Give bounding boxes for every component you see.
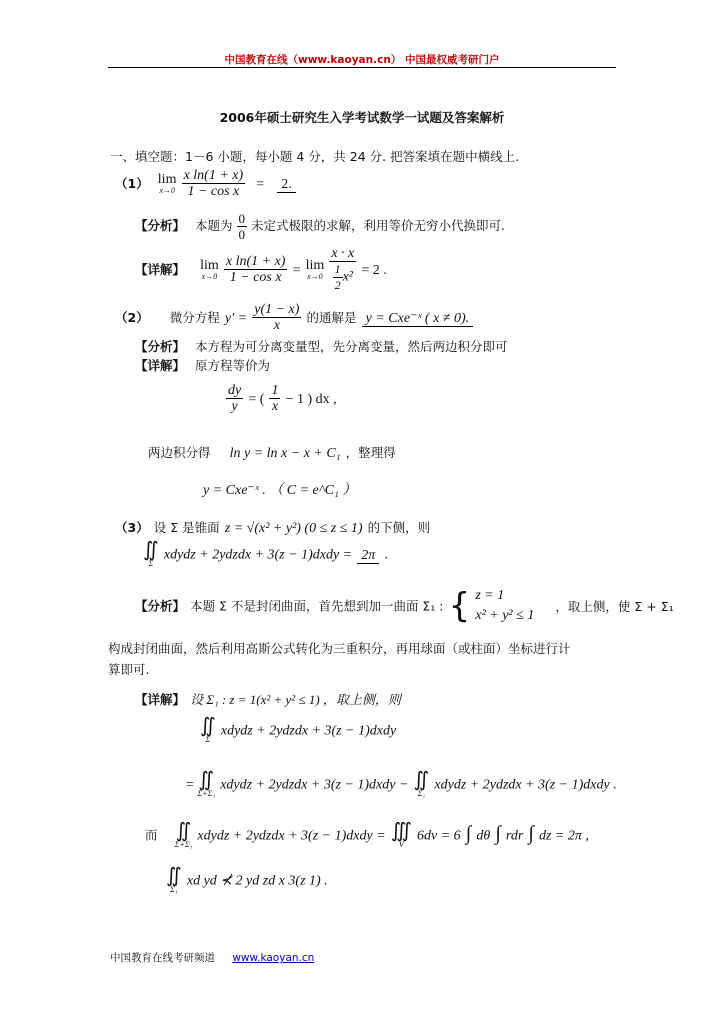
q3-sys-1: z = 1 <box>475 588 505 603</box>
q3-line2 <box>186 770 617 798</box>
q1-detail-half-num: 1 <box>334 262 341 276</box>
page-footer <box>110 950 314 965</box>
header-divider <box>108 67 616 68</box>
q1-equals: = <box>256 177 265 192</box>
q3-post: 的下侧，则 <box>367 520 431 535</box>
q1-detail-lim2-sub: x→0 <box>307 271 323 281</box>
q2-eq-tail: − 1 ) dx , <box>285 392 337 407</box>
q3-line4-expr: xd yd ⊀ 2 yd zd x 3(z 1) . <box>186 873 328 889</box>
q1-detail-result: = 2 . <box>361 263 387 278</box>
q2-denominator: x <box>273 318 280 333</box>
q3-cone: z = √(x² + y²) (0 ≤ z ≤ 1) <box>224 521 363 536</box>
q1-analysis <box>135 211 505 242</box>
double-integral-icon: ∬ <box>413 769 430 791</box>
q1-denominator: 1 − cos x <box>187 184 240 199</box>
q1-detail-half-den: 2 <box>334 278 341 292</box>
q3-detail-tag: 【详解】 <box>135 692 186 707</box>
q3-integral <box>143 540 388 568</box>
q2-detail-text: 原方程等价为 <box>195 358 271 373</box>
q1-analysis-tag: 【分析】 <box>135 218 186 233</box>
q2-result: y = Cxe⁻ˣ . （ C = e^C₁ ） <box>203 483 357 498</box>
left-brace-icon: { <box>448 586 471 626</box>
q3-line3 <box>145 821 589 849</box>
q3-line3-expr: xdydz + 2ydzdx + 3(z − 1)dxdy = <box>197 828 386 844</box>
q3-pre: 设 Σ 是锥面 <box>153 520 220 535</box>
q3-line2-sub2: Σ₁ <box>417 789 426 798</box>
q3-line1 <box>200 716 396 744</box>
q2-eq-in-den: x <box>271 399 279 414</box>
q2-integ-post: ，整理得 <box>345 445 396 460</box>
q2-numerator: y(1 − x) <box>254 302 300 317</box>
q3-line3-er: 而 <box>145 827 158 843</box>
q3-number: （3） <box>115 520 149 535</box>
q3-line1-sub: Σ <box>205 735 211 744</box>
q1-lim-sub: x→0 <box>159 185 175 195</box>
q3-analysis-4: 算即可. <box>108 662 150 677</box>
q2-answer: y = Cxe⁻ˣ ( x ≠ 0). <box>362 311 474 327</box>
q3-line4-sub: Σ₁ <box>170 885 178 894</box>
q1-detail-denominator: 1 − cos x <box>229 270 282 285</box>
q2-eq-in-num: 1 <box>271 383 279 398</box>
q2-eq-den: y <box>231 399 238 414</box>
page-header: 中国教育在线（www.kaoyan.cn） 中国最权威考研门户 <box>224 54 500 66</box>
double-integral-icon: ∬ <box>143 539 159 561</box>
q1-detail-lim-sub: x→0 <box>201 271 218 281</box>
question-2 <box>115 302 473 333</box>
q2-integ-expr: ln y = ln x − x + C₁ <box>229 446 341 461</box>
double-integral-icon: ∬ <box>175 820 192 842</box>
q2-lhs: y′ = <box>224 311 248 326</box>
document-title: 2006年硕士研究生入学考试数学一试题及答案解析 <box>219 110 505 125</box>
q2-integ-pre: 两边积分得 <box>148 445 211 460</box>
q3-line2-expr1: xdydz + 2ydzdx + 3(z − 1)dxdy − <box>220 777 409 793</box>
q3-integrand: xdydz + 2ydzdx + 3(z − 1)dxdy = <box>163 547 353 563</box>
q3-analysis <box>135 586 674 626</box>
q2-analysis <box>135 337 508 355</box>
double-integral-icon: ∬ <box>200 715 216 737</box>
footer-text: 中国教育在线考研频道 <box>110 952 215 964</box>
q3-line3-rdr: rdr <box>505 828 524 844</box>
q2-number: （2） <box>115 310 149 325</box>
q3-line2-sub1: Σ+Σ₁ <box>197 789 216 798</box>
q2-analysis-tag: 【分析】 <box>135 339 186 354</box>
q2-detail <box>135 356 270 374</box>
q1-detail-lim: lim <box>200 257 219 273</box>
q1-analysis-frac-den: 0 <box>238 227 245 242</box>
q3-line3-6dv: 6dv = 6 <box>416 828 461 844</box>
q3-line3-dz: dz = 2π , <box>538 828 589 844</box>
q1-detail-x2: x² <box>342 269 353 285</box>
section-heading: 一、填空题：1－6 小题，每小题 4 分，共 24 分. 把答案填在题中横线上. <box>110 149 520 164</box>
q1-detail-numerator2: x · x <box>331 246 355 261</box>
q1-analysis-frac-num: 0 <box>238 211 245 226</box>
triple-integral-icon: ∭ <box>390 820 412 842</box>
double-integral-icon: ∬ <box>166 865 182 887</box>
q2-pre: 微分方程 <box>169 310 220 325</box>
q1-detail: 【详解】 lim x→0 $\frac{\text{x ln(1 + x)}}{\text{1 − cos x}}$ = lim x→0 x · x $\frac{1}{2}$ x² = 2 . <box>135 246 387 292</box>
q3-line2-eq: = <box>186 777 198 793</box>
q1-detail-numerator: x ln(1 + x) <box>225 254 286 269</box>
q3-detail-pre: 设 Σ₁ : z = 1(x² + y² ≤ 1) ，取上侧，则 <box>190 692 401 707</box>
q2-eq-num: dy <box>228 383 242 398</box>
q3-analysis-2: ，取上侧，使 Σ + Σ₁ <box>555 598 674 614</box>
q3-analysis-3: 构成封闭曲面，然后利用高斯公式转化为三重积分，再用球面（或柱面）坐标进行计 <box>108 641 571 656</box>
integral-icon: ∫ <box>528 822 534 845</box>
q1-detail-lim2: lim <box>305 257 325 273</box>
q1-numerator: x ln(1 + x) <box>183 168 244 183</box>
integral-icon: ∫ <box>495 822 501 845</box>
q3-line3-sub: Σ+Σ₁ <box>174 840 193 849</box>
q2-separated-eq: $\frac{dy}{y}$ = ( $\frac{1}{x}$ − 1 ) dx , <box>228 383 337 414</box>
q1-number: （1） <box>115 176 149 191</box>
q3-analysis-tag: 【分析】 <box>135 598 186 614</box>
q3-sys-2: x² + y² ≤ 1 <box>475 608 535 623</box>
q2-mid: 的通解是 <box>306 310 357 325</box>
q1-analysis-post: 未定式极限的求解，利用等价无穷小代换即可. <box>250 218 505 233</box>
q3-sub-sigma: Σ <box>148 559 154 568</box>
double-integral-icon: ∬ <box>198 769 215 791</box>
q3-line4 <box>166 866 328 894</box>
q2-detail-tag: 【详解】 <box>135 358 186 373</box>
q3-line3-sub-v: V <box>398 840 404 849</box>
q3-answer-end: . <box>384 547 388 563</box>
q1-detail-tag: 【详解】 <box>135 262 186 277</box>
integral-icon: ∫ <box>465 822 472 845</box>
question-3 <box>115 517 430 537</box>
q1-analysis-pre: 本题为 <box>195 218 233 233</box>
q2-analysis-text: 本方程为可分离变量型，先分离变量，然后两边积分即可 <box>195 339 508 354</box>
q3-line2-expr2: xdydz + 2ydzdx + 3(z − 1)dxdy . <box>434 777 617 793</box>
q3-line3-dtheta: dθ <box>476 828 491 844</box>
footer-link[interactable]: www.kaoyan.cn <box>232 952 315 964</box>
q1-lim: lim <box>157 171 177 187</box>
q3-analysis-1: 本题 Σ 不是封闭曲面，首先想到加一曲面 Σ₁ : <box>190 598 444 614</box>
q3-line1-expr: xdydz + 2ydzdx + 3(z − 1)dxdy <box>220 723 397 739</box>
q1-answer: 2. <box>277 177 296 193</box>
q2-integration <box>148 442 396 462</box>
question-1 <box>115 168 296 199</box>
q3-answer: 2π <box>357 548 379 564</box>
q3-detail <box>135 689 401 708</box>
